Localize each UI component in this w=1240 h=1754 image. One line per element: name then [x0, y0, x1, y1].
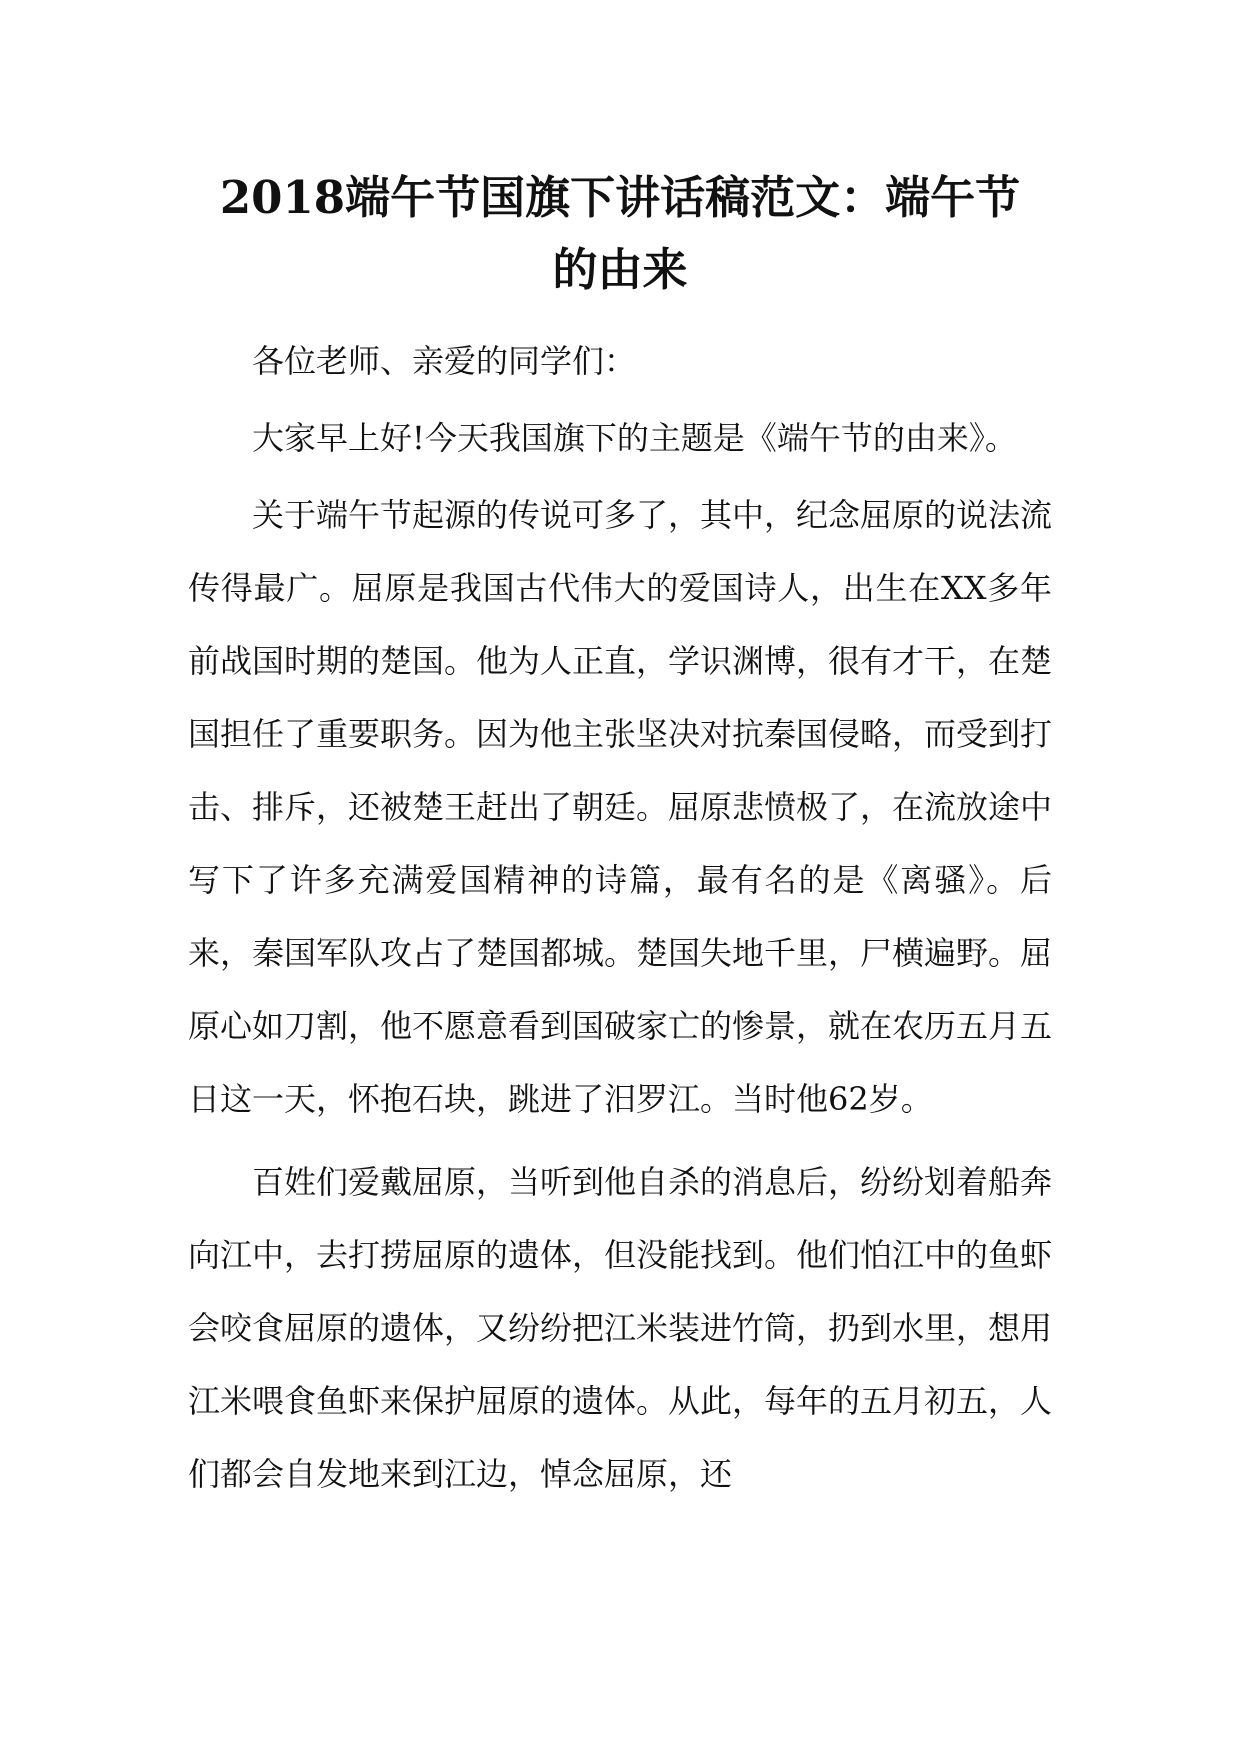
document-body: [188, 162, 1052, 1511]
people-paragraph: 百姓们爱戴屈原，当听到他自杀的消息后，纷纷划着船奔向江中，去打捞屈原的遗体，但没能找到。他们怕江中的鱼虾会咬食屈原的遗体，又纷纷把江米装进竹筒，扔到水里，想用江米喂食鱼虾来保护屈原的遗体。从此，每年的五月初五，人们都会自发地来到江边，悼念屈原，还: [188, 1163, 1053, 1493]
greeting-paragraph: 大家早上好!今天我国旗下的主题是《端午节的由来》。: [252, 419, 1017, 457]
salutation-paragraph: 各位老师、亲爱的同学们：: [252, 342, 637, 380]
document-title: [188, 162, 1052, 306]
title-line-1: 2018端午节国旗下讲话稿范文：端午节: [219, 171, 1021, 224]
title-line-2: 的由来: [552, 243, 688, 296]
legend-paragraph: 关于端午节起源的传说可多了，其中，纪念屈原的说法流传得最广。屈原是我国古代伟大的爱国诗人，出生在XX多年前战国时期的楚国。他为人正直，学识渊博，很有才干，在楚国担任了重要职务。因为他主张坚决对抗秦国侵略，而受到打击、排斥，还被楚王赶出了朝廷。屈原悲愤极了，在流放途中写下了许多充满爱国精神的诗篇，最有名的是《离骚》。后来，秦国军队攻占了楚国都城。楚国失地千里，尸横遍野。屈原心如刀割，他不愿意看到国破家亡的惨景，就在农历五月五日这一天，怀抱石块，跳进了汨罗江。当时他62岁。: [188, 496, 1053, 1118]
